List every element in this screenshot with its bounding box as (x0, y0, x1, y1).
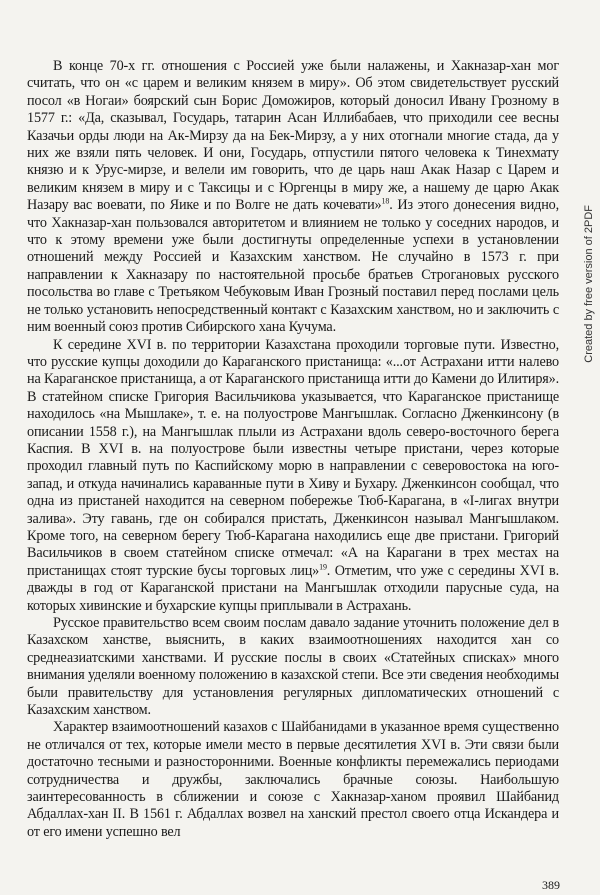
paragraph-1 (27, 58, 559, 337)
paragraph-2-text: К середине XVI в. по территории Казахстана проходили торговые пути. Известно, что русские купцы доходили до Караганского пристанища: «...от Астрахани итти налево на Караганское пристанища, а от Караганского пристанища итти до Камени до Илитиря». В статейном списке Григория Васильчикова указывается, что Караганское пристанище находилось «на Мышлаке», т. е. на полуострове Мангышлак. Согласно Дженкинсону (в описании 1558 г.), на Мангышлак плыли из Астрахани вдоль северо-восточного берега Каспия. В XVI в. на полуострове были известны четыре пристани, через которые проходил главный путь по Каспийскому морю в направлении с северовостока на юго-запад, и откуда начинались караванные пути в Хиву и Бухару. Дженкинсон сообщал, что одна из пристаней находится на северном побережье Тюб-Карагана, в «I-лигах внутри залива». Эту гавань, где он собирался пристать, Дженкинсон называл Мангышлаком. Кроме того, на северном берегу Тюб-Карагана находились еще две пристани. Григорий Васильчиков в своем статейном списке отмечал: «А на Карагани в трех местах на пристанищах стоят турские бусы торговых лиц» (27, 336, 559, 579)
paragraph-4 (27, 719, 559, 841)
watermark: Created by free version of 2PDF (583, 205, 595, 363)
paragraph-1-text: В конце 70-х гг. отношения с Россией уже были налажены, и Хакназар-хан мог считать, что он «с царем и великим князем в миру». Об этом свидетельствует русский посол «в Ногаи» боярский сын Борис Доможиров, который доносил Ивану Грозному в 1577 г.: «Да, сказывал, Государь, татарин Асан Иллибабаев, что приходили сее весны Казачьи орды люди на Ак-Мирзу да на Бек-Мирзу, а у них отогнали многие стада, да у них же взяли пять человек. И они, Государь, отпустили пятого человека к Тинехмату князю и к Урус-мирзе, и велели им говорить, что де царь наш Акак Назар с Царем и великим князем в миру и с Таксицы и с Юргенцы в миру же, а нашему де царю Акак Назару вас воевати, по Яике и по Волге не дать кочевати» (27, 58, 559, 214)
document-body (27, 58, 559, 841)
paragraph-3 (27, 615, 559, 719)
paragraph-1-tail: . Из этого донесения видно, что Хакназар-хан пользовался авторитетом и влиянием не только у соседних народов, и что к этому времени уже были достигнуты определенные успехи в установлении отношений между Россией и Казахским ханством. Не случайно в 1573 г. при направлении к Хакназару по настоятельной просьбе братьев Строгановых русского посольства во главе с Третьяком Чебуковым Иван Грозный поставил перед послами цель не только установить непосредственный контакт с Казахским ханством, но и заключить с ним военный союз против Сибирского хана Кучума. (27, 197, 559, 336)
paragraph-3-text: Русское правительство всем своим послам давало задание уточнить положение дел в Казахском ханстве, выяснить, в каких взаимоотношениях находится хан со среднеазиатскими ханствами. И русские послы в своих «Статейных списках» много внимания уделяли военному положению в казахской степи. Все эти сведения необходимы были правительству для установления регулярных дипломатических отношений с Казахским ханством. (27, 615, 559, 719)
paragraph-2 (27, 337, 559, 616)
page-number: 389 (542, 878, 560, 892)
footnote-ref-18[interactable]: 18 (381, 196, 390, 206)
footnote-ref-19[interactable]: 19 (319, 562, 327, 572)
paragraph-4-text: Характер взаимоотношений казахов с Шайбанидами в указанное время существенно не отличался от тех, которые имели место в первые десятилетия XVI в. Эти связи были достаточно тесными и разносторонними. Военные конфликты перемежались периодами сотрудничества и дружбы, заключались брачные союзы. Наибольшую заинтересованность в сближении и союзе с Хакназар-ханом проявил Шайбанид Абдаллах-хан II. В 1561 г. Абдаллах возвел на ханский престол своего отца Искандера и от его имени успешно вел (27, 719, 559, 840)
paragraph-2-tail: . Отметим, что уже с середины XVI в. дважды в год от Караганской пристани на Мангышлак отходили парусные суда, на которых хивинские и бухарские купцы приплывали в Астрахань. (27, 562, 559, 614)
